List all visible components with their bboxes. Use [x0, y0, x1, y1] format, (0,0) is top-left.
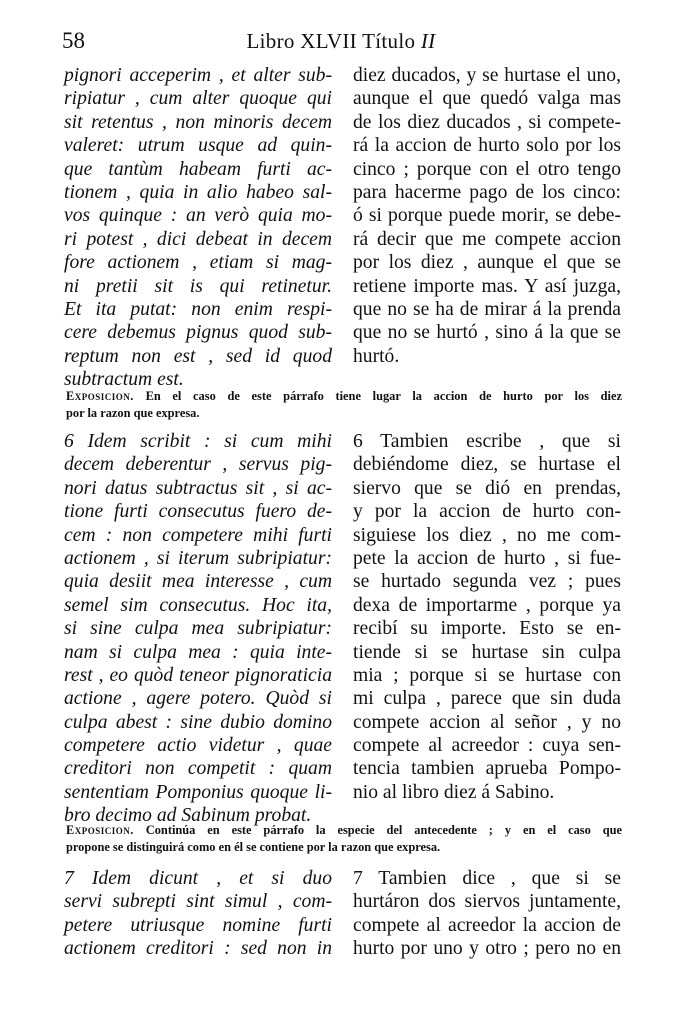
spanish-column-section-3: [353, 867, 621, 961]
text-line: competere actio videtur , quae: [64, 735, 332, 757]
text-line: hurtáron dos siervos juntamente,: [353, 891, 621, 913]
latin-column-section-3: [64, 867, 332, 961]
text-line: 6 Tambien escribe , que si: [353, 431, 621, 452]
text-line: ni pretii sit is qui retinetur.: [64, 275, 332, 297]
text-line: quia desiit mea interesse , cum: [64, 571, 332, 593]
text-line: mi culpa , parece que sin duda: [353, 688, 621, 710]
text-line: vos quinque : an verò quia mo-: [64, 205, 332, 227]
text-line: sit retentus , non minoris decem: [64, 111, 332, 133]
text-line: actionem , si iterum subripiatur:: [64, 547, 332, 569]
text-line: por los diez , aunque el que se: [353, 252, 621, 274]
text-line: se hurtado segunda vez ; pues: [353, 571, 621, 593]
text-line: ripiatur , cum alter quoque qui: [64, 88, 332, 110]
latin-column-section-2: [64, 430, 332, 828]
text-line: que tantùm habeam furti ac-: [64, 158, 332, 180]
text-line: compete al acreedor la accion de: [353, 914, 621, 936]
text-line: debiéndome diez, se hurtase el: [353, 454, 621, 476]
text-line: pete la accion de hurto , si fue-: [353, 547, 621, 569]
text-line: hurto por uno y otro ; pero no en: [353, 938, 621, 960]
text-line: subtractum est.: [64, 369, 184, 391]
text-line: actionem creditori : sed non in: [64, 938, 332, 960]
text-line: fore actionem , etiam si mag-: [64, 252, 332, 274]
text-line: tionem , quia in alio habeo sal-: [64, 181, 332, 203]
text-line: recibí su importe. Esto se en-: [353, 618, 621, 640]
text-line: valeret: utrum usque ad quin-: [64, 135, 332, 157]
text-line: Et ita putat: non enim respi-: [64, 298, 332, 320]
text-line: rá decir que me compete accion: [353, 228, 621, 250]
exposicion-line: por la razon que expresa.: [66, 406, 200, 420]
text-line: ó si porque puede morir, se debe-: [353, 205, 621, 227]
text-line: tencia tambien aprueba Pompo-: [353, 758, 621, 780]
text-line: ri potest , dici debeat in decem: [64, 228, 332, 250]
text-line: hurtó.: [353, 345, 400, 367]
text-line: rest , eo quòd teneor pignoraticia: [64, 664, 332, 686]
text-line: que no se hurtó , sino á la que se: [353, 322, 621, 344]
text-line: diez ducados, y se hurtase el uno,: [353, 65, 621, 86]
text-line: tione furti consecutus fuero de-: [64, 501, 332, 523]
text-line: decem deberentur , servus pig-: [64, 454, 332, 476]
text-line: cinco ; porque con el otro tengo: [353, 158, 621, 180]
text-line: si sine culpa mea subripiatur:: [64, 618, 332, 640]
text-line: siervo que se dió en prendas,: [353, 477, 621, 499]
exposicion-line: propone se distinguirá como en él se contiene por la razon que expresa.: [66, 840, 441, 854]
spanish-column-section-1: [353, 64, 621, 368]
text-line: cere debemus pignus quod sub-: [64, 322, 332, 344]
text-line: cem : non competere mihi furti: [64, 524, 332, 546]
exposicion-label: Exposicion.: [66, 389, 134, 403]
text-line: 7 Idem dicunt , et si duo: [64, 868, 332, 889]
text-line: siguiese los diez , no me com-: [353, 524, 621, 546]
running-title: [0, 29, 682, 54]
latin-column-section-1: [64, 64, 332, 391]
text-line: rá la accion de hurto solo por los: [353, 135, 621, 157]
exposicion-line: [66, 822, 622, 839]
exposicion-note-2: [66, 822, 622, 856]
text-line: tiende si se hurtase sin culpa: [353, 641, 621, 663]
text-line: bro decimo ad Sabinum probat.: [64, 805, 312, 827]
text-line: nio al libro diez á Sabino.: [353, 781, 555, 803]
text-line: nam si culpa mea : quia inte-: [64, 641, 332, 663]
exposicion-text: Continúa en este párrafo la especie del antecedente ; y en el caso que: [133, 823, 622, 837]
text-line: dexa de importarme , porque ya: [353, 594, 621, 616]
text-line: sententiam Pomponius quoque li-: [64, 781, 332, 803]
text-line: de los diez ducados , si compete-: [353, 111, 621, 133]
exposicion-line: [66, 388, 622, 405]
text-line: nori datus subtractus sit , si ac-: [64, 477, 332, 499]
text-line: que no se ha de mirar á la prenda: [353, 298, 621, 320]
text-line: servi subrepti sint simul , com-: [64, 891, 332, 913]
text-line: mia ; porque si se hurtase con: [353, 664, 621, 686]
text-line: y por la accion de hurto con-: [353, 501, 621, 523]
running-title-roman: II: [420, 29, 436, 53]
exposicion-text: En el caso de este párrafo tiene lugar la accion de hurto por los diez: [133, 389, 622, 403]
text-line: actione , agere potero. Quòd si: [64, 688, 332, 710]
text-line: semel sim consecutus. Hoc ita,: [64, 594, 332, 616]
text-line: creditori non competit : quam: [64, 758, 332, 780]
text-line: 6 Idem scribit : si cum mihi: [64, 431, 332, 452]
text-line: 7 Tambien dice , que si se: [353, 868, 621, 889]
page-number: 58: [62, 28, 85, 53]
text-line: petere utriusque nomine furti: [64, 914, 332, 936]
text-line: culpa abest : sine dubio domino: [64, 711, 332, 733]
exposicion-note-1: [66, 388, 622, 422]
spanish-column-section-2: [353, 430, 621, 804]
text-line: compete al acreedor : cuya sen-: [353, 735, 621, 757]
running-title-text: Libro XLVII Título: [246, 29, 416, 53]
text-line: aunque el que quedó valga mas: [353, 88, 621, 110]
page-header: [0, 28, 682, 56]
text-line: para hacerme pago de los cinco:: [353, 181, 621, 203]
text-line: compete accion al señor , y no: [353, 711, 621, 733]
exposicion-label: Exposicion.: [66, 823, 134, 837]
text-line: pignori acceperim , et alter sub-: [64, 65, 332, 86]
text-line: reptum non est , sed id quod: [64, 345, 332, 367]
text-line: retiene importe mas. Y así juzga,: [353, 275, 621, 297]
